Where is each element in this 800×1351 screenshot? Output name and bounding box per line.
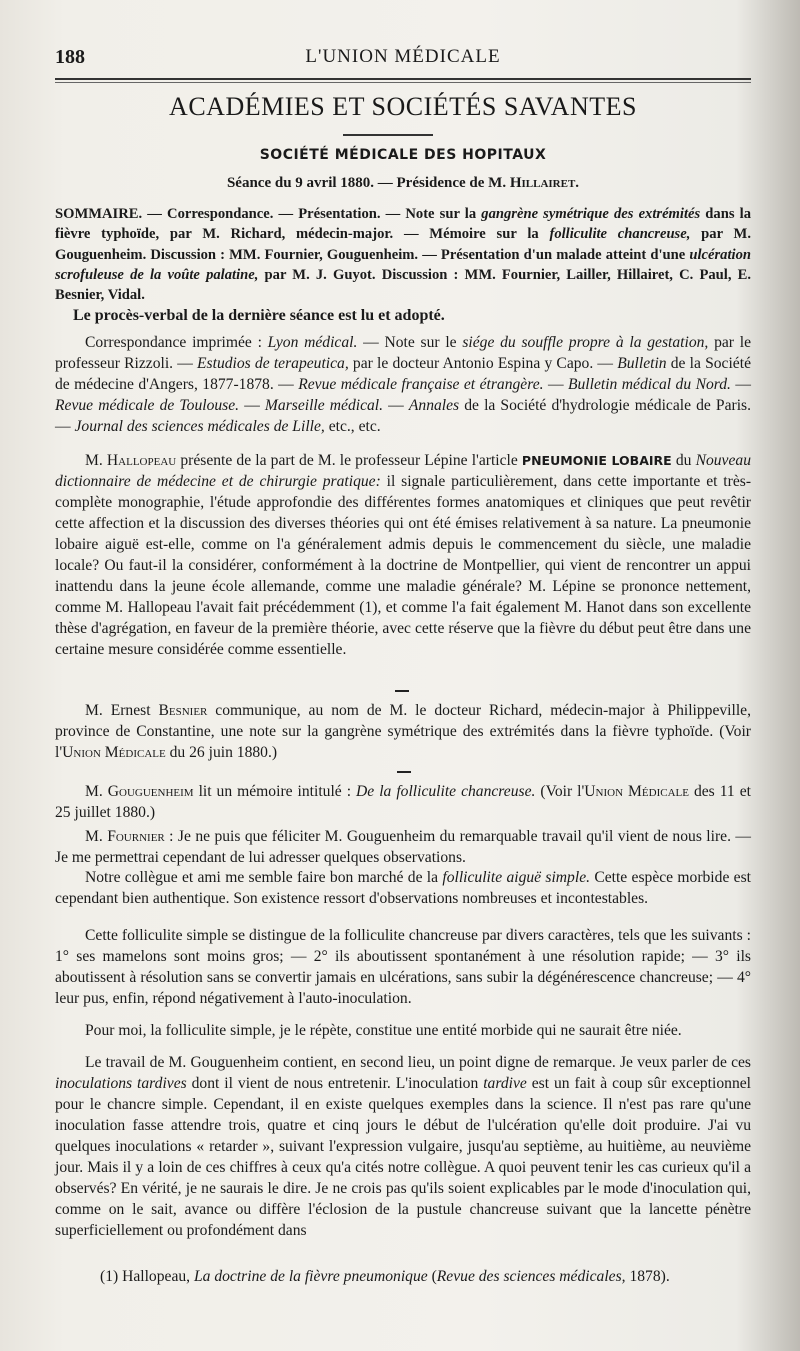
sommaire-italic: folliculite chancreuse,: [549, 226, 691, 243]
italic-text: Revue des sciences médicales,: [436, 1268, 626, 1285]
sommaire-italic: ulcération scrofuleuse de la voûte palatine,: [55, 246, 751, 283]
sommaire-text: par M. Gouguenheim. Discussion : MM. Fournier, Gouguenheim. — Présentation d'un malade atteint d'une: [55, 226, 751, 263]
text: lit un mémoire intitulé :: [193, 783, 357, 800]
italic-text: Estudios de terapeutica,: [197, 355, 349, 372]
page-number: 188: [55, 46, 85, 68]
italic-text: Marseille médical.: [264, 397, 384, 414]
text: (Voir l': [535, 783, 585, 800]
sommaire: [55, 204, 751, 305]
journal-name: Union Médicale: [584, 783, 689, 800]
italic-text: La doctrine de la fièvre pneumonique: [193, 1268, 428, 1285]
text: 1878).: [625, 1268, 670, 1285]
text: — Note sur le: [357, 334, 463, 351]
paragraph-gouguenheim: [55, 781, 751, 823]
text: Le travail de M. Gouguenheim contient, en second lieu, un point digne de remarque. Je veux parler de ces: [85, 1054, 751, 1071]
speaker-name: Fournier: [107, 828, 165, 845]
seance-suffix: .: [575, 175, 580, 191]
paragraph-besnier: [55, 700, 751, 763]
text: M.: [85, 783, 108, 800]
text: des 11 et 25 juillet 1880.): [55, 783, 751, 821]
text: du: [671, 452, 696, 469]
footnote: [55, 1266, 796, 1287]
speaker-name: Besnier: [158, 702, 208, 719]
header-rule-thin: [55, 82, 751, 83]
paragraph-hallopeau: [55, 450, 751, 660]
running-title: L'UNION MÉDICALE: [305, 46, 501, 67]
sommaire-text: par M. J. Guyot. Discussion : MM. Fournier, Lailler, Hillairet, C. Paul, E. Besnier, Vidal.: [55, 266, 752, 304]
text: M.: [85, 828, 108, 845]
text: Cette espèce morbide est cependant bien authentique. Son existence ressort d'observations nombreuses et incontestables.: [55, 869, 751, 907]
italic-text: Nouveau dictionnaire de médecine et de chirurgie pratique:: [55, 452, 751, 490]
italic-text: Revue médicale de Toulouse.: [55, 397, 240, 414]
paragraph-notre: [55, 867, 751, 909]
text: etc., etc.: [324, 418, 381, 435]
society-name: SOCIÉTÉ MÉDICALE DES HOPITAUX: [259, 147, 547, 163]
text: —: [239, 397, 265, 414]
text: dont il vient de nous entretenir. L'inoculation: [186, 1075, 484, 1092]
text: du 26 juin 1880.): [165, 744, 278, 761]
italic-text: Bulletin: [617, 355, 667, 372]
sommaire-text: dans la fièvre typhoïde, par M. Richard, médecin-major. — Mémoire sur la: [55, 206, 751, 243]
italic-text: Lyon médical.: [267, 334, 358, 351]
paragraph-pour-moi: Pour moi, la folliculite simple, je le répète, constitue une entité morbide qui ne saurait être niée.: [85, 1022, 682, 1039]
seance-line: [55, 175, 751, 192]
section-rule: [343, 134, 433, 136]
italic-text: Revue médicale française et étrangère.: [298, 376, 544, 393]
text: —: [543, 376, 568, 393]
paragraph-fournier: [55, 826, 751, 868]
italic-text: tardive: [483, 1075, 527, 1092]
italic-text: inoculations tardives: [55, 1075, 187, 1092]
sommaire-text: — Correspondance. — Présentation. — Note sur la: [142, 206, 482, 222]
separator-dash: [395, 690, 409, 692]
text: par le professeur Rizzoli. —: [55, 334, 751, 372]
text: il signale particulièrement, dans cette importante et très-complète monographie, l'étude approfondie des différentes formes anatomiques et cliniques que peut revêtir cette affection et la discussion des diverses théories qui ont été émises relativement à sa nature. La pneumonie lobaire aiguë est-elle, comme on l'a généralement admis depuis le commencement du siècle, une maladie locale? Ou faut-il la considérer, conformément à la doctrine de Montpellier, qui vient de rencontrer un appui inattendu dans la jeune école allemande, comme une maladie générale? M. Lépine se prononce nettement, comme M. Hallopeau l'avait fait précédemment (1), et comme l'a fait également M. Hanot dans son excellente thèse d'agrégation, en faveur de la première théorie, avec cette réserve que la fièvre du début peut être dans une certaine mesure considérée comme essentielle.: [55, 473, 752, 658]
italic-text: folliculite aiguë simple.: [442, 869, 591, 886]
seance-president: Hillairet: [509, 175, 576, 191]
sommaire-italic: gangrène symétrique des extrémités: [481, 206, 701, 222]
header-rule: [55, 78, 751, 80]
text: —: [383, 397, 409, 414]
article-title: PNEUMONIE LOBAIRE: [521, 453, 672, 468]
text: (: [427, 1268, 437, 1285]
speaker-name: Gouguenheim: [107, 783, 194, 800]
paragraph-travail: [55, 1052, 751, 1241]
text: de la Société d'hydrologie médicale de Paris. —: [55, 397, 752, 435]
text: par le docteur Antonio Espina y Capo. —: [348, 355, 618, 372]
speaker-name: M. Hallopeau: [85, 452, 177, 469]
text: : Je ne puis que féliciter M. Gouguenheim du remarquable travail qu'il vient de nous lire. — Je me permettrai cependant de lui adresser quelques observations.: [55, 828, 751, 866]
italic-text: Annales: [408, 397, 460, 414]
text: Notre collègue et ami me semble faire bon marché de la: [85, 869, 443, 886]
running-header: [55, 46, 751, 74]
journal-name: Union Médicale: [62, 744, 166, 761]
italic-text: Journal des sciences médicales de Lille,: [74, 418, 325, 435]
text: de la Société de médecine d'Angers, 1877-1878. —: [55, 355, 751, 393]
section-title: ACADÉMIES ET SOCIÉTÉS SAVANTES: [169, 92, 637, 121]
paragraph-cette: Cette folliculite simple se distingue de la folliculite chancreuse par divers caractères, tels que les suivants : 1° ses mamelons sont moins gros; — 2° ils aboutissent spontanément à une résolution rapide; — 3° ils aboutissent à résolution sans se convertir jamais en ulcérations, sans subir la dégénérescence chancreuse; — 4° leur pus, enfin, répond négativement à l'auto-inoculation.: [55, 927, 751, 1007]
italic-text: De la folliculite chancreuse.: [356, 783, 536, 800]
proces-verbal: Le procès-verbal de la dernière séance est lu et adopté.: [73, 307, 445, 324]
italic-text: Bulletin médical du Nord.: [567, 376, 731, 393]
italic-text: siége du souffle propre à la gestation,: [462, 334, 709, 351]
text: communique, au nom de M. le docteur Richard, médecin-major à Philippeville, province de Constantine, une note sur la gangrène symétrique des extrémités dans la fièvre typhoïde. (Voir l': [55, 702, 751, 761]
text: —: [730, 376, 751, 393]
text: (1) Hallopeau,: [100, 1268, 194, 1285]
text: M. Ernest: [85, 702, 159, 719]
text: est un fait à coup sûr exceptionnel pour le chancre simple. Cependant, il en existe quelques exemples dans la science. Il n'est pas rare qu'une inoculation fasse attendre trois, quatre et cinq jours le début de l'ulcération qu'elle doit produire. J'ai vu quelques inoculations « retarder », suivant l'expression vulgaire, jusqu'au septième, au huitième, au neuvième jour. Mais il y a loin de ces chiffres à ceux qu'a cités notre collègue. A quoi peuvent tenir les cas curieux qu'il a observés? En vérité, je ne saurais le dire. Je ne crois pas qu'ils soient explicables par le mode d'inoculation qui, comme on le sait, avance ou diffère l'éclosion de la pustule chancreuse suivant que la lancette pénètre superficiellement ou profondément dans: [55, 1075, 751, 1239]
paragraph-correspondance: [55, 332, 751, 437]
text: présente de la part de M. le professeur Lépine l'article: [176, 452, 522, 469]
sommaire-lead: SOMMAIRE.: [55, 206, 143, 222]
separator-dash: [397, 771, 411, 773]
seance-prefix: Séance du 9 avril 1880. — Présidence de M.: [226, 175, 510, 191]
text: Correspondance imprimée :: [85, 334, 268, 351]
